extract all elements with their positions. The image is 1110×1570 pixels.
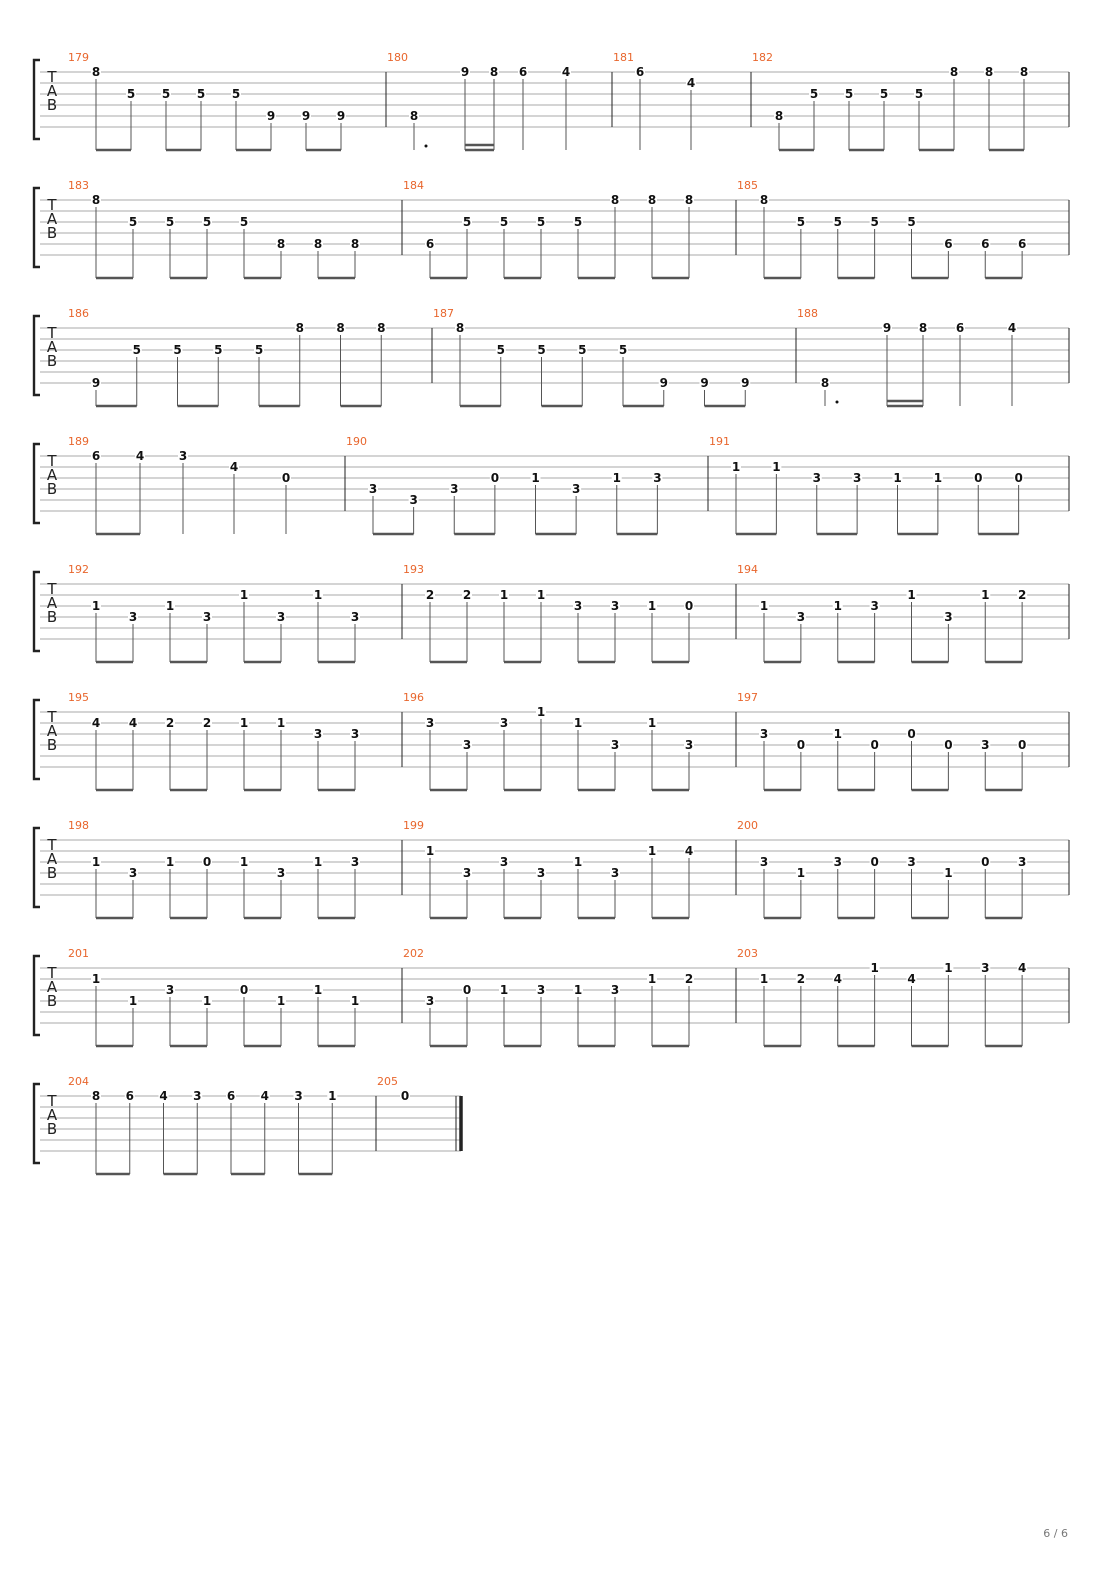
fret-number: 5 — [462, 215, 472, 229]
measure-number: 183 — [68, 179, 89, 192]
fret-number: 2 — [796, 972, 806, 986]
tab-clef-letter: T — [47, 580, 57, 598]
measure-number: 202 — [403, 947, 424, 960]
fret-number: 0 — [684, 599, 694, 613]
fret-number: 1 — [612, 471, 621, 485]
measure-number: 195 — [68, 691, 89, 704]
tab-clef-letter: B — [46, 608, 58, 626]
tab-system-1 — [34, 179, 1069, 278]
fret-number: 1 — [759, 972, 769, 986]
fret-number: 3 — [165, 983, 175, 997]
fret-number: 0 — [907, 727, 916, 741]
tab-system-7 — [34, 947, 1069, 1046]
measure-183 — [68, 179, 360, 278]
fret-number: 5 — [161, 87, 171, 101]
fret-number: 5 — [128, 215, 138, 229]
measure-number: 185 — [737, 179, 758, 192]
measure-number: 196 — [403, 691, 424, 704]
measure-196 — [403, 691, 694, 790]
fret-number: 3 — [409, 493, 418, 507]
fret-number: 1 — [573, 716, 583, 730]
measure-number: 194 — [737, 563, 758, 576]
fret-number: 8 — [350, 237, 360, 251]
system-bracket — [34, 316, 40, 395]
fret-number: 8 — [313, 237, 323, 251]
fret-number: 1 — [276, 994, 286, 1008]
fret-number: 1 — [647, 844, 657, 858]
fret-number: 9 — [336, 109, 346, 123]
fret-number: 5 — [573, 215, 583, 229]
tab-system-8 — [34, 1075, 461, 1174]
fret-number: 3 — [684, 738, 694, 752]
fret-number: 5 — [239, 215, 249, 229]
system-bracket — [34, 60, 40, 139]
fret-number: 1 — [731, 460, 741, 474]
fret-number: 5 — [132, 343, 141, 357]
fret-number: 1 — [425, 844, 435, 858]
fret-number: 3 — [128, 866, 138, 880]
measure-number: 181 — [613, 51, 634, 64]
fret-number: 5 — [196, 87, 206, 101]
fret-number: 1 — [759, 599, 769, 613]
fret-number: 8 — [91, 65, 101, 79]
system-bracket — [34, 956, 40, 1035]
fret-number: 1 — [870, 961, 879, 975]
measure-number: 204 — [68, 1075, 89, 1088]
fret-number: 9 — [266, 109, 276, 123]
tab-clef-letter: A — [46, 1106, 58, 1124]
tab-clef-letter: T — [47, 836, 57, 854]
measure-number: 193 — [403, 563, 424, 576]
fret-number: 9 — [301, 109, 311, 123]
fret-number: 0 — [239, 983, 249, 997]
fret-number: 1 — [833, 599, 842, 613]
measure-184 — [403, 179, 694, 278]
fret-number: 1 — [313, 855, 323, 869]
fret-number: 1 — [313, 588, 323, 602]
fret-number: 0 — [981, 855, 990, 869]
fret-number: 1 — [573, 855, 583, 869]
fret-number: 3 — [276, 610, 286, 624]
fret-number: 5 — [499, 215, 509, 229]
measure-number: 184 — [403, 179, 424, 192]
fret-number: 3 — [425, 994, 435, 1008]
fret-number: 8 — [336, 321, 345, 335]
measure-194 — [737, 563, 1027, 662]
fret-number: 8 — [489, 65, 499, 79]
fret-number: 5 — [231, 87, 241, 101]
measure-number: 179 — [68, 51, 89, 64]
measure-195 — [68, 691, 360, 790]
fret-number: 1 — [239, 588, 249, 602]
tab-system-4 — [34, 563, 1069, 662]
system-bracket — [34, 1084, 40, 1163]
fret-number: 3 — [610, 983, 620, 997]
fret-number: 5 — [536, 215, 546, 229]
fret-number: 1 — [772, 460, 781, 474]
system-bracket — [34, 700, 40, 779]
fret-number: 3 — [852, 471, 862, 485]
tab-clef-letter: A — [46, 978, 58, 996]
fret-number: 6 — [425, 237, 435, 251]
tab-clef-letter: B — [46, 1120, 58, 1138]
fret-number: 5 — [173, 343, 182, 357]
fret-number: 1 — [573, 983, 583, 997]
fret-number: 6 — [635, 65, 645, 79]
fret-number: 6 — [91, 449, 101, 463]
tab-clef-letter: A — [46, 594, 58, 612]
fret-number: 3 — [499, 855, 509, 869]
tab-clef-letter: B — [46, 864, 58, 882]
fret-number: 3 — [276, 866, 286, 880]
measure-number: 199 — [403, 819, 424, 832]
fret-number: 8 — [647, 193, 657, 207]
fret-number: 1 — [536, 705, 546, 719]
fret-number: 5 — [809, 87, 819, 101]
fret-number: 9 — [882, 321, 892, 335]
fret-number: 3 — [350, 727, 360, 741]
fret-number: 6 — [1017, 237, 1027, 251]
fret-number: 0 — [400, 1089, 410, 1103]
measure-number: 201 — [68, 947, 89, 960]
fret-number: 3 — [944, 610, 953, 624]
fret-number: 5 — [202, 215, 212, 229]
tab-clef-letter: T — [47, 964, 57, 982]
fret-number: 4 — [128, 716, 138, 730]
measure-185 — [737, 179, 1027, 278]
dot-rhythm — [836, 401, 839, 404]
fret-number: 0 — [202, 855, 212, 869]
measure-number: 187 — [433, 307, 454, 320]
measure-200 — [737, 819, 1027, 918]
fret-number: 3 — [759, 855, 769, 869]
fret-number: 5 — [870, 215, 879, 229]
measure-number: 188 — [797, 307, 818, 320]
fret-number: 1 — [91, 972, 101, 986]
fret-number: 3 — [368, 482, 378, 496]
fret-number: 1 — [313, 983, 323, 997]
fret-number: 0 — [462, 983, 472, 997]
fret-number: 1 — [91, 599, 101, 613]
measure-203 — [737, 947, 1027, 1046]
measure-number: 200 — [737, 819, 758, 832]
fret-number: 5 — [844, 87, 854, 101]
tab-clef-letter: B — [46, 480, 58, 498]
fret-number: 3 — [536, 983, 546, 997]
fret-number: 5 — [126, 87, 136, 101]
fret-number: 3 — [812, 471, 821, 485]
tab-clef-letter: T — [47, 324, 57, 342]
fret-number: 8 — [91, 1089, 101, 1103]
tab-clef-letter: A — [46, 466, 58, 484]
fret-number: 3 — [128, 610, 138, 624]
fret-number: 8 — [949, 65, 959, 79]
fret-number: 3 — [870, 599, 879, 613]
measure-198 — [68, 819, 360, 918]
tab-clef-letter: A — [46, 82, 58, 100]
fret-number: 3 — [499, 716, 509, 730]
measure-number: 189 — [68, 435, 89, 448]
measure-182 — [752, 51, 1029, 150]
tab-clef-letter: B — [46, 992, 58, 1010]
page-number: 6 / 6 — [1043, 1527, 1068, 1540]
system-bracket — [34, 572, 40, 651]
fret-number: 8 — [918, 321, 928, 335]
fret-number: 9 — [659, 376, 668, 390]
measure-number: 182 — [752, 51, 773, 64]
fret-number: 2 — [425, 588, 435, 602]
fret-number: 5 — [165, 215, 175, 229]
tab-system-3 — [34, 435, 1069, 534]
fret-number: 8 — [610, 193, 620, 207]
measure-192 — [68, 563, 360, 662]
tab-clef-letter: T — [47, 196, 57, 214]
fret-number: 1 — [165, 599, 175, 613]
fret-number: 1 — [944, 961, 953, 975]
fret-number: 1 — [276, 716, 286, 730]
fret-number: 4 — [229, 460, 239, 474]
fret-number: 3 — [610, 738, 620, 752]
fret-number: 3 — [907, 855, 916, 869]
tab-system-5 — [34, 691, 1069, 790]
fret-number: 8 — [1019, 65, 1029, 79]
fret-number: 2 — [1017, 588, 1027, 602]
fret-number: 1 — [499, 983, 509, 997]
fret-number: 4 — [135, 449, 145, 463]
tab-system-0 — [34, 51, 1069, 150]
fret-number: 1 — [239, 716, 249, 730]
fret-number: 1 — [91, 855, 101, 869]
measure-number: 191 — [709, 435, 730, 448]
measure-186 — [68, 307, 386, 406]
fret-number: 6 — [518, 65, 528, 79]
fret-number: 9 — [700, 376, 709, 390]
measure-number: 190 — [346, 435, 367, 448]
fret-number: 3 — [796, 610, 806, 624]
fret-number: 1 — [796, 866, 806, 880]
fret-number: 4 — [260, 1089, 269, 1103]
tab-clef-letter: B — [46, 224, 58, 242]
fret-number: 4 — [91, 716, 101, 730]
fret-number: 3 — [178, 449, 188, 463]
tab-clef-letter: A — [46, 210, 58, 228]
tab-clef-letter: T — [47, 708, 57, 726]
measure-197 — [737, 691, 1027, 790]
measure-189 — [68, 435, 291, 534]
fret-number: 0 — [944, 738, 953, 752]
measure-205 — [377, 1075, 410, 1103]
system-bracket — [34, 188, 40, 267]
fret-number: 0 — [974, 471, 983, 485]
fret-number: 1 — [647, 716, 657, 730]
dot-rhythm — [425, 145, 428, 148]
fret-number: 4 — [1007, 321, 1017, 335]
fret-number: 3 — [610, 866, 620, 880]
fret-number: 5 — [907, 215, 916, 229]
fret-number: 2 — [684, 972, 694, 986]
fret-number: 9 — [460, 65, 470, 79]
fret-number: 4 — [833, 972, 842, 986]
fret-number: 1 — [536, 588, 546, 602]
fret-number: 3 — [1017, 855, 1027, 869]
fret-number: 8 — [377, 321, 386, 335]
fret-number: 1 — [833, 727, 842, 741]
fret-number: 6 — [226, 1089, 236, 1103]
fret-number: 5 — [214, 343, 223, 357]
tab-clef-letter: T — [47, 452, 57, 470]
system-bracket — [34, 828, 40, 907]
measure-202 — [403, 947, 694, 1046]
fret-number: 0 — [870, 855, 879, 869]
measure-number: 186 — [68, 307, 89, 320]
fret-number: 8 — [774, 109, 784, 123]
fret-number: 8 — [409, 109, 419, 123]
fret-number: 3 — [313, 727, 323, 741]
measure-number: 192 — [68, 563, 89, 576]
fret-number: 1 — [239, 855, 249, 869]
fret-number: 2 — [202, 716, 212, 730]
system-bracket — [34, 444, 40, 523]
fret-number: 3 — [573, 599, 583, 613]
fret-number: 3 — [653, 471, 662, 485]
fret-number: 3 — [610, 599, 620, 613]
measure-201 — [68, 947, 360, 1046]
fret-number: 0 — [1017, 738, 1027, 752]
measure-187 — [433, 307, 750, 406]
tab-clef-letter: B — [46, 96, 58, 114]
tab-clef-letter: B — [46, 352, 58, 370]
measure-188 — [797, 307, 1017, 406]
tab-system-6 — [34, 819, 1069, 918]
fret-number: 0 — [281, 471, 291, 485]
fret-number: 3 — [350, 855, 360, 869]
fret-number: 8 — [759, 193, 769, 207]
fret-number: 8 — [455, 321, 465, 335]
fret-number: 0 — [870, 738, 879, 752]
fret-number: 4 — [1017, 961, 1027, 975]
tab-clef-letter: B — [46, 736, 58, 754]
measure-179 — [68, 51, 346, 150]
fret-number: 1 — [981, 588, 990, 602]
measure-191 — [709, 435, 1024, 534]
fret-number: 8 — [984, 65, 994, 79]
fret-number: 1 — [328, 1089, 337, 1103]
fret-number: 1 — [128, 994, 138, 1008]
fret-number: 3 — [981, 961, 990, 975]
fret-number: 4 — [907, 972, 916, 986]
fret-number: 4 — [561, 65, 571, 79]
fret-number: 6 — [944, 237, 953, 251]
fret-number: 5 — [537, 343, 546, 357]
fret-number: 3 — [462, 738, 472, 752]
measure-180 — [387, 51, 571, 150]
measure-199 — [403, 819, 694, 918]
fret-number: 3 — [759, 727, 769, 741]
fret-number: 2 — [462, 588, 472, 602]
fret-number: 8 — [276, 237, 286, 251]
tab-clef-letter: T — [47, 1092, 57, 1110]
fret-number: 3 — [536, 866, 546, 880]
measure-193 — [403, 563, 694, 662]
fret-number: 6 — [955, 321, 965, 335]
fret-number: 3 — [193, 1089, 202, 1103]
fret-number: 5 — [833, 215, 842, 229]
fret-number: 6 — [125, 1089, 134, 1103]
fret-number: 5 — [796, 215, 806, 229]
fret-number: 1 — [202, 994, 212, 1008]
fret-number: 5 — [914, 87, 924, 101]
fret-number: 8 — [91, 193, 101, 207]
fret-number: 6 — [981, 237, 990, 251]
fret-number: 1 — [893, 471, 902, 485]
fret-number: 8 — [820, 376, 830, 390]
fret-number: 1 — [531, 471, 540, 485]
fret-number: 3 — [350, 610, 360, 624]
fret-number: 5 — [254, 343, 264, 357]
fret-number: 4 — [684, 844, 694, 858]
fret-number: 9 — [91, 376, 101, 390]
fret-number: 1 — [933, 471, 943, 485]
fret-number: 5 — [496, 343, 505, 357]
tab-clef-letter: A — [46, 850, 58, 868]
fret-number: 3 — [462, 866, 472, 880]
fret-number: 1 — [907, 588, 916, 602]
fret-number: 1 — [944, 866, 953, 880]
measure-number: 203 — [737, 947, 758, 960]
fret-number: 5 — [618, 343, 628, 357]
fret-number: 4 — [159, 1089, 168, 1103]
fret-number: 1 — [647, 599, 657, 613]
fret-number: 3 — [294, 1089, 303, 1103]
fret-number: 1 — [350, 994, 360, 1008]
fret-number: 1 — [647, 972, 657, 986]
tab-clef-letter: A — [46, 722, 58, 740]
fret-number: 0 — [796, 738, 806, 752]
tab-clef-letter: A — [46, 338, 58, 356]
fret-number: 5 — [879, 87, 889, 101]
measure-number: 180 — [387, 51, 408, 64]
fret-number: 2 — [165, 716, 175, 730]
measure-204 — [68, 1075, 337, 1174]
measure-number: 205 — [377, 1075, 398, 1088]
fret-number: 0 — [1014, 471, 1023, 485]
fret-number: 4 — [686, 76, 696, 90]
fret-number: 1 — [165, 855, 175, 869]
fret-number: 8 — [684, 193, 694, 207]
fret-number: 8 — [295, 321, 304, 335]
fret-number: 5 — [578, 343, 587, 357]
measure-181 — [613, 51, 696, 150]
fret-number: 3 — [450, 482, 459, 496]
fret-number: 3 — [202, 610, 212, 624]
fret-number: 3 — [425, 716, 435, 730]
fret-number: 3 — [571, 482, 581, 496]
measure-number: 198 — [68, 819, 89, 832]
measure-number: 197 — [737, 691, 758, 704]
tab-system-2 — [34, 307, 1069, 406]
fret-number: 3 — [833, 855, 842, 869]
measure-190 — [346, 435, 662, 534]
fret-number: 3 — [981, 738, 990, 752]
tab-clef-letter: T — [47, 68, 57, 86]
fret-number: 0 — [490, 471, 500, 485]
fret-number: 9 — [741, 376, 750, 390]
fret-number: 1 — [499, 588, 509, 602]
